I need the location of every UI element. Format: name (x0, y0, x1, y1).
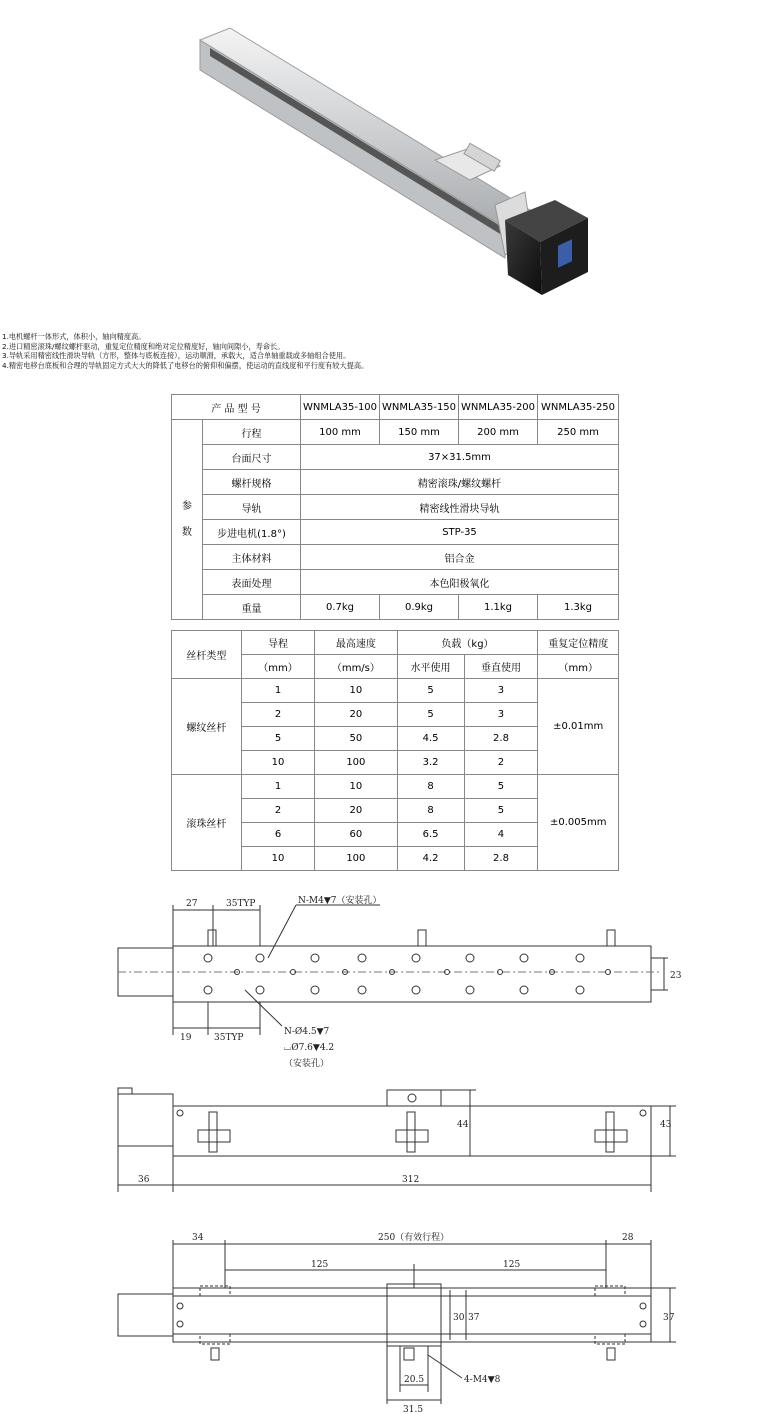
weight-100: 0.7kg (301, 595, 380, 620)
h-lead-unit: （mm） (241, 655, 314, 679)
model-200: WNMLA35-200 (459, 395, 538, 420)
h-speed-unit: （mm/s） (315, 655, 397, 679)
dim-34: 34 (192, 1233, 204, 1243)
material-label: 主体材料 (203, 545, 301, 570)
technical-drawing (0, 880, 773, 1414)
model-250: WNMLA35-250 (538, 395, 619, 420)
model-header: 产 品 型 号 (172, 395, 301, 420)
product-photo (180, 10, 600, 310)
vertical-cell: 2 (464, 751, 538, 775)
precision-thread: ±0.01mm (538, 679, 619, 775)
material-value: 铝合金 (301, 545, 619, 570)
counterbore-note-1: N-Ø4.5▼7 (284, 1027, 330, 1037)
guide-label: 导轨 (203, 495, 301, 520)
dim-23: 23 (670, 971, 682, 981)
speed-cell: 100 (315, 847, 397, 871)
horizontal-cell: 5 (397, 703, 464, 727)
lead-cell: 2 (241, 799, 314, 823)
guide-value: 精密线性滑块导轨 (301, 495, 619, 520)
speed-cell: 100 (315, 751, 397, 775)
horizontal-cell: 8 (397, 775, 464, 799)
lead-cell: 10 (241, 751, 314, 775)
weight-150: 0.9kg (380, 595, 459, 620)
screw-table (171, 630, 619, 871)
dim-20-5: 20.5 (404, 1375, 425, 1385)
type-ball: 滚珠丝杆 (172, 775, 242, 871)
feature-3: 3.导轨采用精密线性滑块导轨（方形，整体与底板连接），运动顺滑，承载大，适合单轴重载或多轴组合使用。 (2, 351, 351, 361)
stroke-200: 200 mm (459, 420, 538, 445)
vertical-cell: 2.8 (464, 847, 538, 871)
lead-cell: 5 (241, 727, 314, 751)
h-speed: 最高速度 (315, 631, 397, 655)
tap-note: 4-M4▼8 (464, 1375, 501, 1385)
dim-35typ-top: 35TYP (226, 899, 256, 909)
hole-note: N-M4▼7（安装孔） (298, 896, 382, 906)
motor-label: 步进电机(1.8°) (203, 520, 301, 545)
dim-125-right: 125 (503, 1260, 521, 1270)
horizontal-cell: 4.5 (397, 727, 464, 751)
vertical-cell: 2.8 (464, 727, 538, 751)
stroke-250: 250 mm (538, 420, 619, 445)
h-repeat-unit: （mm） (538, 655, 619, 679)
counterbore-note-3: （安装孔） (284, 1059, 330, 1069)
horizontal-cell: 6.5 (397, 823, 464, 847)
speed-cell: 20 (315, 703, 397, 727)
dim-250: 250（有效行程） (378, 1233, 450, 1243)
dim-19: 19 (180, 1033, 192, 1043)
dim-125-left: 125 (311, 1260, 329, 1270)
h-lead: 导程 (241, 631, 314, 655)
model-100: WNMLA35-100 (301, 395, 380, 420)
top-view (118, 894, 682, 1069)
dim-27: 27 (186, 899, 198, 909)
vertical-cell: 5 (464, 775, 538, 799)
speed-cell: 50 (315, 727, 397, 751)
speed-cell: 10 (315, 775, 397, 799)
side-view (118, 1088, 676, 1192)
horizontal-cell: 3.2 (397, 751, 464, 775)
dim-37-inner: 37 (468, 1313, 480, 1323)
vertical-cell: 4 (464, 823, 538, 847)
spec-table (171, 394, 619, 620)
weight-label: 重量 (203, 595, 301, 620)
lead-cell: 2 (241, 703, 314, 727)
param-label (172, 420, 203, 620)
h-repeat: 重复定位精度 (538, 631, 619, 655)
screw-spec-label: 螺杆规格 (203, 470, 301, 495)
vertical-cell: 3 (464, 703, 538, 727)
lead-cell: 1 (241, 775, 314, 799)
dim-312: 312 (402, 1175, 420, 1185)
param-label-2: 数 (182, 526, 192, 538)
vertical-cell: 5 (464, 799, 538, 823)
dim-37-outer: 37 (663, 1313, 675, 1323)
stroke-label: 行程 (203, 420, 301, 445)
bottom-view (118, 1231, 676, 1414)
horizontal-cell: 4.2 (397, 847, 464, 871)
dim-31-5: 31.5 (403, 1405, 424, 1414)
dim-36: 36 (138, 1175, 150, 1185)
stroke-150: 150 mm (380, 420, 459, 445)
vertical-cell: 3 (464, 679, 538, 703)
surface-value: 本色阳极氧化 (301, 570, 619, 595)
lead-cell: 10 (241, 847, 314, 871)
speed-cell: 60 (315, 823, 397, 847)
model-150: WNMLA35-150 (380, 395, 459, 420)
stroke-100: 100 mm (301, 420, 380, 445)
screw-spec-value: 精密滚珠/螺纹螺杆 (301, 470, 619, 495)
dim-35typ-bottom: 35TYP (214, 1033, 244, 1043)
table-size-value: 37×31.5mm (301, 445, 619, 470)
horizontal-cell: 8 (397, 799, 464, 823)
feature-1: 1.电机螺杆一体形式，体积小，轴向精度高。 (2, 332, 146, 341)
speed-cell: 10 (315, 679, 397, 703)
dim-30: 30 (453, 1313, 465, 1323)
precision-ball: ±0.005mm (538, 775, 619, 871)
feature-4: 4.精密电移台底板和合理的导轨固定方式大大的降低了电移台的俯仰和偏摆，使运动的直线度和平行度有较大提高。 (2, 360, 369, 370)
surface-label: 表面处理 (203, 570, 301, 595)
h-type: 丝杆类型 (172, 631, 242, 679)
h-horizontal: 水平使用 (397, 655, 464, 679)
counterbore-note-2: ⌴Ø7.6▼4.2 (284, 1043, 335, 1053)
weight-200: 1.1kg (459, 595, 538, 620)
table-size-label: 台面尺寸 (203, 445, 301, 470)
horizontal-cell: 5 (397, 679, 464, 703)
speed-cell: 20 (315, 799, 397, 823)
feature-list (2, 332, 368, 370)
dim-28: 28 (622, 1233, 634, 1243)
dim-44: 44 (457, 1120, 469, 1130)
lead-cell: 1 (241, 679, 314, 703)
param-label-1: 参 (182, 500, 192, 512)
dim-43: 43 (660, 1120, 672, 1130)
lead-cell: 6 (241, 823, 314, 847)
feature-2: 2.进口精密滚珠/螺纹螺杆驱动，重复定位精度和绝对定位精度好，轴向间隙小，寿命长。 (2, 341, 285, 351)
weight-250: 1.3kg (538, 595, 619, 620)
type-thread: 螺纹丝杆 (172, 679, 242, 775)
motor-value: STP-35 (301, 520, 619, 545)
h-vertical: 垂直使用 (464, 655, 538, 679)
h-load: 负载（kg） (397, 631, 538, 655)
